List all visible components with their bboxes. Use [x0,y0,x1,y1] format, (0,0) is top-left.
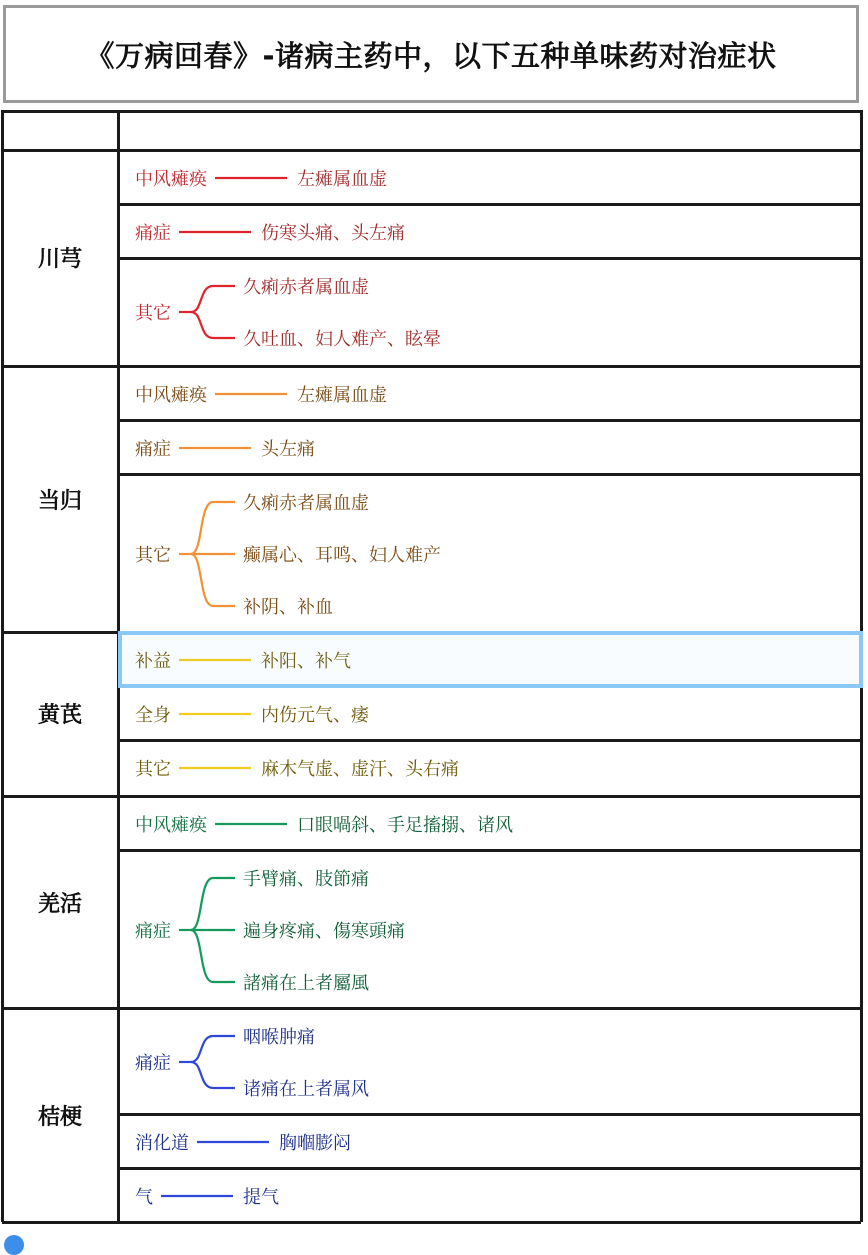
symptom-row[interactable] [120,474,862,632]
herb-name-cell [3,632,117,794]
herb-name: 桔梗 [37,1104,82,1130]
symptom-detail: 内伤元气、痿 [260,705,369,726]
connector-branch [191,286,235,312]
connector-branch [191,1062,235,1088]
connector-lines [120,474,862,632]
symptom-detail: 久痢赤者属血虚 [242,493,369,514]
herb-name: 当归 [37,488,82,514]
symptom-row[interactable] [120,850,862,1008]
symptom-row[interactable] [120,686,862,740]
connector-branch [191,554,235,606]
connector-lines [120,1008,862,1114]
symptom-category-label: 中风瘫痪 [135,815,207,836]
symptom-detail: 提气 [242,1187,279,1208]
symptom-detail: 麻木气虚、虚汗、头右痛 [260,759,459,780]
symptom-detail: 癫属心、耳鸣、妇人难产 [242,545,441,566]
connector-lines [120,1168,862,1222]
symptom-row[interactable] [120,150,862,204]
symptom-category-label: 中风瘫痪 [135,169,207,190]
connector-branch [191,1036,235,1062]
symptom-detail: 久痢赤者属血虚 [242,277,369,298]
connector-lines [120,420,862,474]
symptom-row[interactable] [120,1168,862,1222]
symptom-category-label: 痛症 [135,223,171,244]
herb-name-cell [3,366,117,632]
symptom-category-label: 中风瘫痪 [135,385,207,406]
symptom-category-label: 痛症 [135,439,171,460]
connector-lines [120,1114,862,1168]
symptom-category-label: 其它 [135,303,171,324]
symptom-detail: 左瘫属血虚 [296,385,387,406]
symptom-category-label: 其它 [135,759,171,780]
symptom-detail: 补阳、补气 [260,651,351,672]
symptom-category-label: 全身 [135,705,171,726]
connector-lines [120,686,862,740]
info-dot-icon [4,1235,24,1255]
connector-lines [120,258,862,364]
herb-name-cell [3,1008,117,1222]
herb-name: 羌活 [37,891,82,917]
symptom-category-label: 消化道 [135,1133,189,1154]
connector-lines [120,150,862,204]
symptom-category-label: 痛症 [135,1053,171,1074]
symptom-detail: 诸痛在上者属风 [242,1079,369,1100]
symptom-detail: 胸嗰膨闷 [278,1133,351,1154]
connector-lines [120,740,862,794]
symptom-row[interactable] [120,420,862,474]
connector-lines [120,204,862,258]
symptom-detail: 左瘫属血虚 [296,169,387,190]
connector-branch [191,502,235,554]
symptom-detail: 手臂痛、肢節痛 [242,869,369,890]
symptom-detail: 补阴、补血 [242,597,333,618]
connector-lines [120,366,862,420]
symptom-category-label: 补益 [135,651,171,672]
symptom-row[interactable] [120,258,862,364]
symptom-detail: 諸痛在上者屬風 [242,973,369,994]
symptom-row[interactable] [120,204,862,258]
symptom-category-label: 痛症 [135,921,171,942]
symptom-row[interactable] [120,1008,862,1114]
herb-name-cell [3,150,117,364]
symptom-detail: 口眼喎斜、手足搐搦、诸风 [296,815,513,836]
herb-name: 川芎 [37,246,82,272]
symptom-row[interactable] [120,366,862,420]
symptom-row[interactable] [120,796,862,850]
page-title: 《万病回春》-诸病主药中，以下五种单味药对治症状 [85,38,777,73]
connector-branch [191,930,235,982]
symptom-row[interactable] [120,1114,862,1168]
table-top-border [2,110,861,113]
connector-lines [120,850,862,1008]
symptom-detail: 咽喉肿痛 [242,1027,315,1048]
table-bottom-border [2,1221,861,1224]
symptom-category-label: 气 [135,1187,153,1208]
herb-name-cell [3,796,117,1008]
symptom-detail: 伤寒头痛、头左痛 [260,223,405,244]
symptom-row[interactable] [120,740,862,794]
symptom-detail: 遍身疼痛、傷寒頭痛 [242,921,405,942]
connector-branch [191,878,235,930]
herb-name: 黄芪 [37,702,82,728]
symptom-category-label: 其它 [135,545,171,566]
symptom-detail: 久吐血、妇人难产、眩晕 [242,329,441,350]
selected-row-highlight [118,631,863,688]
symptom-detail: 头左痛 [260,439,315,460]
connector-branch [191,312,235,338]
